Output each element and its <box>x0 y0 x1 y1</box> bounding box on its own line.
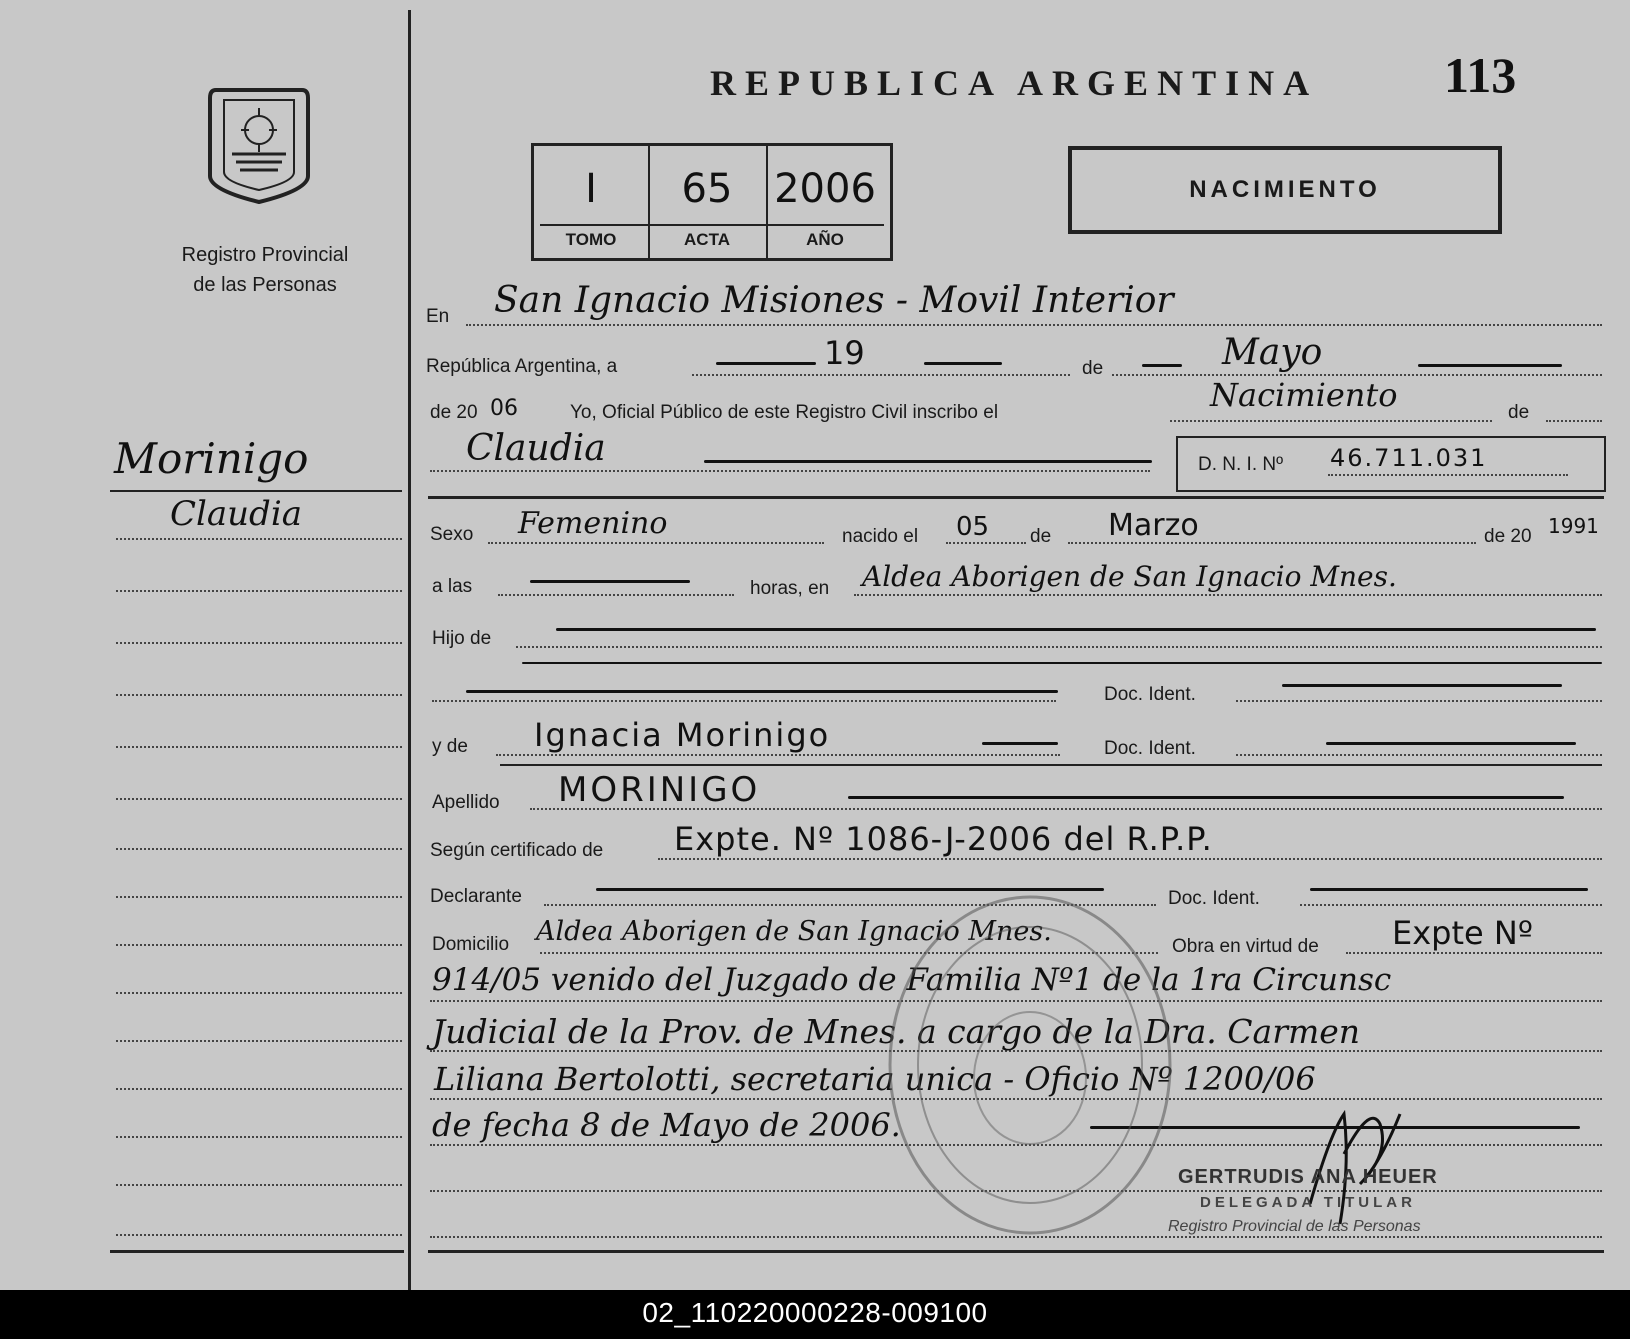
label-y-de: y de <box>432 736 468 757</box>
line-sexo <box>488 542 824 544</box>
field-name: Claudia <box>466 428 606 469</box>
field-birth-year-suffix: 1991 <box>1548 514 1599 538</box>
page-number: 113 <box>1444 47 1517 103</box>
reference-box <box>531 143 893 261</box>
field-note: 914/05 venido del Juzgado de Familia Nº1 de la 1ra Circunsc <box>432 962 1392 998</box>
signatory-title: DELEGADA TITULAR <box>1200 1194 1416 1211</box>
margin-line <box>116 538 402 540</box>
reference-separator <box>540 224 884 226</box>
margin-line <box>116 746 402 748</box>
field-birth-day: 05 <box>956 512 990 542</box>
field-sexo: Femenino <box>518 506 668 541</box>
registry-heading <box>120 240 410 300</box>
document-title: REPUBLICA ARGENTINA <box>710 63 1319 103</box>
label-dni: D. N. I. Nº <box>1198 454 1284 475</box>
line-de2-tail <box>1546 420 1602 422</box>
dash-doc1 <box>1282 684 1562 687</box>
field-day: 19 <box>824 334 865 372</box>
document-code: 02_110220000228-009100 <box>642 1297 988 1328</box>
field-month: Mayo <box>1222 332 1323 373</box>
dash-name <box>704 460 1152 463</box>
label-horas: horas, en <box>750 578 830 599</box>
label-segun: Según certificado de <box>430 840 604 861</box>
line-act <box>1170 420 1492 422</box>
field-note: de fecha 8 de Mayo de 2006. <box>432 1106 901 1144</box>
field-note: Liliana Bertolotti, secretaria unica - Oficio Nº 1200/06 <box>434 1060 1316 1098</box>
province-seal-icon <box>196 82 322 208</box>
label-declarante: Declarante <box>430 886 522 907</box>
margin-underline <box>110 490 402 492</box>
label-apellido: Apellido <box>432 792 500 813</box>
line-doc2 <box>1236 754 1602 756</box>
label-de: de <box>1082 358 1104 379</box>
ano-value: 2006 <box>774 166 876 212</box>
label-republica: República Argentina, a <box>426 356 618 377</box>
ano-label: AÑO <box>806 230 844 249</box>
line-dni <box>1328 474 1568 476</box>
act-type-box: NACIMIENTO <box>1068 146 1502 234</box>
section-rule <box>428 496 1604 499</box>
label-domicilio: Domicilio <box>432 934 510 955</box>
dash-day-right <box>924 362 1002 365</box>
margin-line <box>116 992 402 994</box>
margin-bottom-rule <box>110 1250 404 1253</box>
underline-mother <box>500 764 1602 766</box>
label-doc3: Doc. Ident. <box>1168 888 1260 909</box>
margin-line <box>116 896 402 898</box>
dash-mother <box>982 742 1058 745</box>
margin-line <box>116 694 402 696</box>
acta-value: 65 <box>681 166 733 212</box>
label-en: En <box>426 306 450 327</box>
line-doc1 <box>1236 700 1602 702</box>
signatory-office: Registro Provincial de las Personas <box>1168 1218 1421 1235</box>
line-birth-place <box>854 594 1602 596</box>
margin-line <box>116 944 402 946</box>
tomo-label: TOMO <box>565 230 617 249</box>
line-place <box>466 324 1602 326</box>
field-mother: Ignacia Morinigo <box>534 716 831 754</box>
margin-line <box>116 1088 402 1090</box>
margin-line <box>116 1040 402 1042</box>
field-note: Judicial de la Prov. de Mnes. a cargo de la Dra. Carmen <box>432 1012 1361 1051</box>
signatory-name: GERTRUDIS ANA HEUER <box>1178 1166 1438 1188</box>
official-stamp-icon <box>880 888 1180 1242</box>
signature-icon <box>1300 1094 1410 1234</box>
dash-month-right <box>1418 364 1562 367</box>
line-obra <box>1346 952 1602 954</box>
label-doc2: Doc. Ident. <box>1104 738 1196 759</box>
line-birth-day <box>946 542 1026 544</box>
dash-day-left <box>716 362 816 365</box>
dash-father <box>466 690 1058 693</box>
label-de2: de <box>1508 402 1530 423</box>
dash-hijo-2 <box>522 662 1602 664</box>
label-de-20: de 20 <box>1484 526 1532 547</box>
field-act: Nacimiento <box>1210 376 1398 414</box>
field-obra: Expte Nº <box>1392 914 1533 952</box>
dash-doc2 <box>1326 742 1576 745</box>
field-apellido: MORINIGO <box>558 770 761 810</box>
label-doc1: Doc. Ident. <box>1104 684 1196 705</box>
label-yo: Yo, Oficial Público de este Registro Civil inscribo el <box>570 402 999 423</box>
field-birth-place: Aldea Aborigen de San Ignacio Mnes. <box>862 560 1397 593</box>
bottom-rule <box>428 1250 1604 1253</box>
margin-line <box>116 590 402 592</box>
dash-apellido <box>848 796 1564 799</box>
field-year-suffix: 06 <box>490 396 518 421</box>
field-certificado: Expte. Nº 1086-J-2006 del R.P.P. <box>674 820 1213 858</box>
margin-line <box>116 1136 402 1138</box>
label-de-year: de 20 <box>430 402 478 423</box>
label-nacido: nacido el <box>842 526 919 547</box>
field-place: San Ignacio Misiones - Movil Interior <box>494 280 1174 321</box>
label-sexo: Sexo <box>430 524 474 545</box>
column-divider <box>408 10 411 1290</box>
tomo-value: I <box>585 166 597 212</box>
dash-month-left <box>1142 364 1182 367</box>
margin-line <box>116 1184 402 1186</box>
label-de3: de <box>1030 526 1052 547</box>
margin-line <box>116 848 402 850</box>
margin-line <box>116 1234 402 1236</box>
registry-line-2: de las Personas <box>193 274 337 296</box>
margin-line <box>116 642 402 644</box>
line-segun <box>658 858 1602 860</box>
dash-hour <box>530 580 690 583</box>
line-hour <box>498 594 734 596</box>
dash-doc3 <box>1310 888 1588 891</box>
label-obra: Obra en virtud de <box>1172 936 1319 957</box>
line-doc3 <box>1300 904 1602 906</box>
field-dni: 46.711.031 <box>1330 444 1488 472</box>
dash-hijo <box>556 628 1596 631</box>
line-father <box>432 700 1056 702</box>
dni-box <box>1176 436 1606 492</box>
registry-line-1: Registro Provincial <box>181 244 349 266</box>
margin-given-name: Claudia <box>170 494 302 534</box>
label-hijo: Hijo de <box>432 628 492 649</box>
margin-line <box>116 798 402 800</box>
line-day <box>692 374 1070 376</box>
margin-surname: Morinigo <box>114 434 309 483</box>
line-name <box>430 470 1150 472</box>
label-a-las: a las <box>432 576 473 597</box>
field-birth-month: Marzo <box>1108 508 1199 543</box>
line-mother <box>496 754 1060 756</box>
field-domicilio: Aldea Aborigen de San Ignacio Mnes. <box>536 916 1052 947</box>
acta-label: ACTA <box>684 230 730 249</box>
line-hijo <box>516 646 1602 648</box>
